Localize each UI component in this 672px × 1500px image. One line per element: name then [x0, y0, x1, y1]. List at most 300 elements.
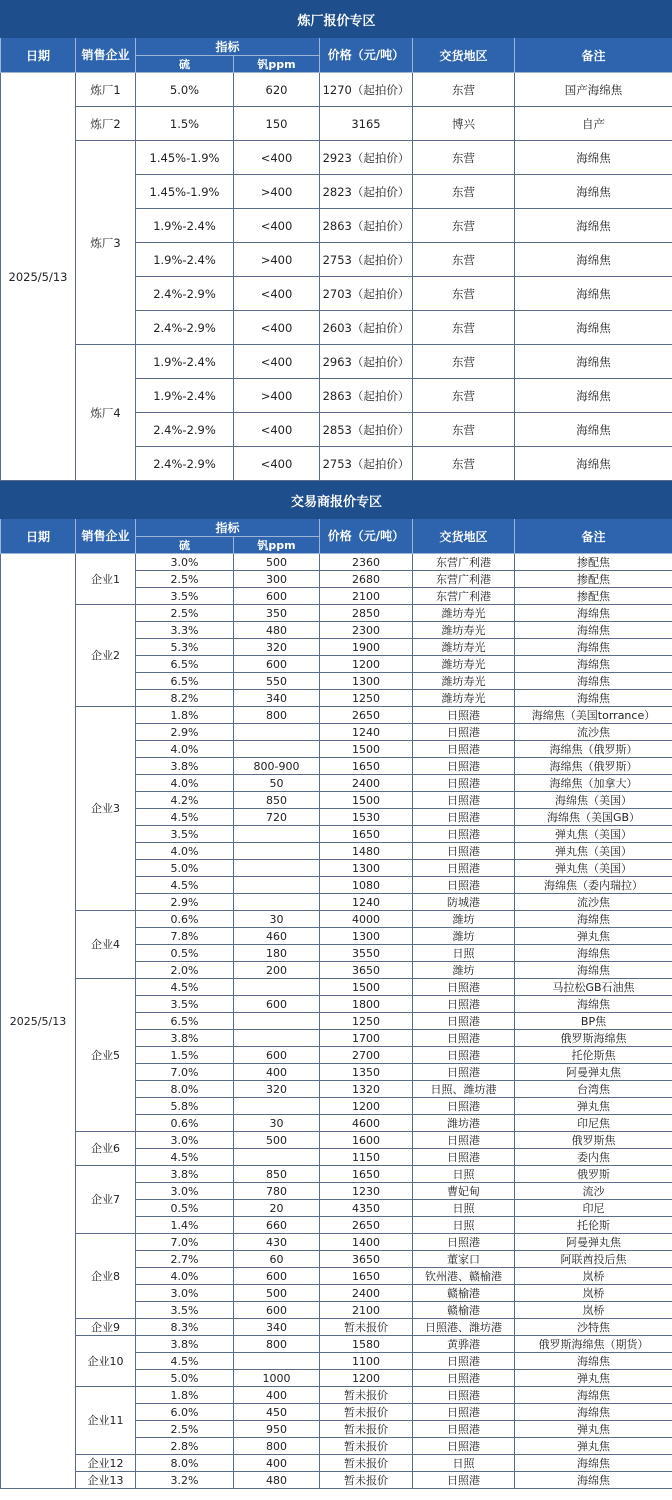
sulfur-cell: 6.5%: [136, 656, 234, 673]
sulfur-cell: 5.3%: [136, 639, 234, 656]
company-cell: 企业5: [76, 979, 136, 1132]
sulfur-cell: 8.0%: [136, 1455, 234, 1472]
header-sulfur: 硫: [136, 537, 234, 554]
table-row: [1, 1336, 672, 1353]
vanadium-cell: 400: [234, 1455, 320, 1472]
sulfur-cell: 2.5%: [136, 1421, 234, 1438]
vanadium-cell: <400: [234, 345, 320, 379]
region-cell: 日照: [413, 1166, 515, 1183]
table-row: [1, 1166, 672, 1183]
vanadium-cell: 430: [234, 1234, 320, 1251]
company-cell: 炼厂4: [76, 345, 136, 481]
vanadium-cell: [234, 724, 320, 741]
date-cell: 2025/5/13: [1, 554, 76, 1489]
price-cell: 2923（起拍价）: [320, 141, 413, 175]
price-cell: 2863（起拍价）: [320, 379, 413, 413]
vanadium-cell: 30: [234, 911, 320, 928]
sulfur-cell: 0.5%: [136, 945, 234, 962]
vanadium-cell: 600: [234, 1047, 320, 1064]
vanadium-cell: >400: [234, 175, 320, 209]
sulfur-cell: 7.8%: [136, 928, 234, 945]
company-cell: 炼厂2: [76, 107, 136, 141]
price-cell: 1500: [320, 979, 413, 996]
region-cell: 赣榆港: [413, 1285, 515, 1302]
sulfur-cell: 3.5%: [136, 826, 234, 843]
vanadium-cell: 850: [234, 1166, 320, 1183]
sulfur-cell: 2.4%-2.9%: [136, 277, 234, 311]
price-cell: 1320: [320, 1081, 413, 1098]
region-cell: 日照: [413, 1455, 515, 1472]
price-cell: 4350: [320, 1200, 413, 1217]
remark-cell: 岚桥: [515, 1285, 672, 1302]
sulfur-cell: 7.0%: [136, 1234, 234, 1251]
price-cell: 3165: [320, 107, 413, 141]
remark-cell: 海绵焦: [515, 690, 672, 707]
sulfur-cell: 1.8%: [136, 1387, 234, 1404]
sulfur-cell: 1.5%: [136, 107, 234, 141]
region-cell: 日照港、潍坊港: [413, 1319, 515, 1336]
sulfur-cell: 3.8%: [136, 1336, 234, 1353]
region-cell: 东营: [413, 141, 515, 175]
remark-cell: 海绵焦: [515, 209, 672, 243]
sulfur-cell: 2.5%: [136, 605, 234, 622]
sulfur-cell: 5.0%: [136, 1370, 234, 1387]
price-cell: 2703（起拍价）: [320, 277, 413, 311]
date-cell: 2025/5/13: [1, 73, 76, 481]
region-cell: 防城港: [413, 894, 515, 911]
vanadium-cell: 480: [234, 622, 320, 639]
vanadium-cell: 500: [234, 1132, 320, 1149]
vanadium-cell: [234, 894, 320, 911]
price-cell: 暂未报价: [320, 1404, 413, 1421]
price-cell: 1650: [320, 1268, 413, 1285]
region-cell: 日照: [413, 1200, 515, 1217]
vanadium-cell: 400: [234, 1064, 320, 1081]
region-cell: 东营: [413, 277, 515, 311]
vanadium-cell: 780: [234, 1183, 320, 1200]
table-row: [1, 979, 672, 996]
sulfur-cell: 3.0%: [136, 1132, 234, 1149]
vanadium-cell: 800: [234, 707, 320, 724]
price-cell: 1700: [320, 1030, 413, 1047]
price-cell: 1270（起拍价）: [320, 73, 413, 107]
header-company: 销售企业: [76, 519, 136, 554]
region-cell: 赣榆港: [413, 1302, 515, 1319]
price-cell: 2650: [320, 707, 413, 724]
price-cell: 2400: [320, 1285, 413, 1302]
price-cell: 1480: [320, 843, 413, 860]
price-cell: 2863（起拍价）: [320, 209, 413, 243]
sulfur-cell: 3.2%: [136, 1472, 234, 1489]
sulfur-cell: 1.4%: [136, 1217, 234, 1234]
vanadium-cell: 480: [234, 1472, 320, 1489]
remark-cell: 海绵焦: [515, 962, 672, 979]
remark-cell: 海绵焦: [515, 945, 672, 962]
remark-cell: 阿曼弹丸焦: [515, 1234, 672, 1251]
price-cell: 2680: [320, 571, 413, 588]
sulfur-cell: 5.0%: [136, 860, 234, 877]
vanadium-cell: [234, 1149, 320, 1166]
price-cell: 3650: [320, 1251, 413, 1268]
vanadium-cell: <400: [234, 141, 320, 175]
sulfur-cell: 1.45%-1.9%: [136, 175, 234, 209]
company-cell: 企业10: [76, 1336, 136, 1387]
price-cell: 1650: [320, 758, 413, 775]
remark-cell: 海绵焦: [515, 141, 672, 175]
vanadium-cell: 320: [234, 639, 320, 656]
price-cell: 1200: [320, 1098, 413, 1115]
price-cell: 1650: [320, 1166, 413, 1183]
region-cell: 东营广利港: [413, 554, 515, 571]
vanadium-cell: 150: [234, 107, 320, 141]
vanadium-cell: 460: [234, 928, 320, 945]
table-row: [1, 707, 672, 724]
remark-cell: 海绵焦（美国）: [515, 792, 672, 809]
region-cell: 日照港: [413, 1438, 515, 1455]
region-cell: 潍坊寿光: [413, 605, 515, 622]
vanadium-cell: 850: [234, 792, 320, 809]
region-cell: 东营广利港: [413, 588, 515, 605]
vanadium-cell: 350: [234, 605, 320, 622]
vanadium-cell: 180: [234, 945, 320, 962]
price-cell: 2300: [320, 622, 413, 639]
region-cell: 日照港: [413, 843, 515, 860]
sulfur-cell: 0.6%: [136, 1115, 234, 1132]
remark-cell: 弹丸焦: [515, 1438, 672, 1455]
price-cell: 2850: [320, 605, 413, 622]
price-cell: 暂未报价: [320, 1387, 413, 1404]
price-cell: 1600: [320, 1132, 413, 1149]
sulfur-cell: 4.5%: [136, 1149, 234, 1166]
price-cell: 2753（起拍价）: [320, 243, 413, 277]
region-cell: 日照港: [413, 724, 515, 741]
company-cell: 炼厂3: [76, 141, 136, 345]
price-cell: 1200: [320, 1370, 413, 1387]
header-indicator: 指标: [136, 519, 320, 537]
company-cell: 企业2: [76, 605, 136, 707]
vanadium-cell: 620: [234, 73, 320, 107]
table-row: [1, 1455, 672, 1472]
price-cell: 2853（起拍价）: [320, 413, 413, 447]
region-cell: 日照港: [413, 1387, 515, 1404]
remark-cell: 海绵焦: [515, 277, 672, 311]
price-cell: 1800: [320, 996, 413, 1013]
remark-cell: 海绵焦: [515, 1404, 672, 1421]
region-cell: 日照港: [413, 1098, 515, 1115]
sulfur-cell: 1.9%-2.4%: [136, 379, 234, 413]
region-cell: 潍坊: [413, 962, 515, 979]
sulfur-cell: 3.0%: [136, 1285, 234, 1302]
region-cell: 日照港: [413, 1030, 515, 1047]
header-price: 价格（元/吨）: [320, 38, 413, 73]
region-cell: 东营: [413, 413, 515, 447]
region-cell: 日照港: [413, 775, 515, 792]
vanadium-cell: 20: [234, 1200, 320, 1217]
vanadium-cell: 600: [234, 996, 320, 1013]
remark-cell: 掺配焦: [515, 571, 672, 588]
company-cell: 企业11: [76, 1387, 136, 1455]
region-cell: 日照港: [413, 1234, 515, 1251]
remark-cell: 弹丸焦: [515, 1370, 672, 1387]
price-cell: 2400: [320, 775, 413, 792]
trader-table: [0, 481, 672, 1489]
price-cell: 暂未报价: [320, 1438, 413, 1455]
region-cell: 日照港: [413, 792, 515, 809]
vanadium-cell: 800: [234, 1336, 320, 1353]
header-vanadium: 钒ppm: [234, 56, 320, 73]
region-cell: 日照港: [413, 1421, 515, 1438]
region-cell: 日照港: [413, 741, 515, 758]
remark-cell: 阿联酋投后焦: [515, 1251, 672, 1268]
remark-cell: 海绵焦: [515, 413, 672, 447]
table-row: [1, 1234, 672, 1251]
price-cell: 1240: [320, 724, 413, 741]
sulfur-cell: 2.8%: [136, 1438, 234, 1455]
remark-cell: 海绵焦: [515, 1387, 672, 1404]
company-cell: 企业7: [76, 1166, 136, 1234]
remark-cell: 弹丸焦: [515, 1098, 672, 1115]
remark-cell: 海绵焦: [515, 1353, 672, 1370]
sulfur-cell: 6.5%: [136, 673, 234, 690]
region-cell: 潍坊寿光: [413, 639, 515, 656]
remark-cell: 海绵焦（委内瑞拉）: [515, 877, 672, 894]
region-cell: 日照港: [413, 860, 515, 877]
remark-cell: 海绵焦: [515, 175, 672, 209]
remark-cell: 海绵焦: [515, 243, 672, 277]
region-cell: 日照港: [413, 809, 515, 826]
remark-cell: 海绵焦（加拿大）: [515, 775, 672, 792]
region-cell: 日照: [413, 945, 515, 962]
remark-cell: 阿曼弹丸焦: [515, 1064, 672, 1081]
sulfur-cell: 2.7%: [136, 1251, 234, 1268]
sulfur-cell: 3.8%: [136, 1030, 234, 1047]
company-cell: 炼厂1: [76, 73, 136, 107]
region-cell: 日照港: [413, 758, 515, 775]
remark-cell: 海绵焦: [515, 345, 672, 379]
price-cell: 4000: [320, 911, 413, 928]
region-cell: 日照港: [413, 979, 515, 996]
vanadium-cell: [234, 1098, 320, 1115]
vanadium-cell: 600: [234, 656, 320, 673]
sulfur-cell: 3.0%: [136, 554, 234, 571]
price-cell: 1580: [320, 1336, 413, 1353]
remark-cell: 掺配焦: [515, 588, 672, 605]
price-cell: 2753（起拍价）: [320, 447, 413, 481]
vanadium-cell: 200: [234, 962, 320, 979]
region-cell: 东营: [413, 243, 515, 277]
vanadium-cell: 600: [234, 588, 320, 605]
remark-cell: 海绵焦（俄罗斯）: [515, 758, 672, 775]
vanadium-cell: 600: [234, 1268, 320, 1285]
price-cell: 2650: [320, 1217, 413, 1234]
header-remark: 备注: [515, 519, 672, 554]
remark-cell: 俄罗斯焦: [515, 1132, 672, 1149]
price-cell: 1500: [320, 741, 413, 758]
remark-cell: 海绵焦: [515, 996, 672, 1013]
region-cell: 潍坊: [413, 911, 515, 928]
header-sulfur: 硫: [136, 56, 234, 73]
price-cell: 暂未报价: [320, 1455, 413, 1472]
region-cell: 日照港: [413, 1132, 515, 1149]
price-cell: 2823（起拍价）: [320, 175, 413, 209]
sulfur-cell: 4.2%: [136, 792, 234, 809]
header-company: 销售企业: [76, 38, 136, 73]
sulfur-cell: 7.0%: [136, 1064, 234, 1081]
price-cell: 2100: [320, 588, 413, 605]
company-cell: 企业4: [76, 911, 136, 979]
sulfur-cell: 1.9%-2.4%: [136, 345, 234, 379]
sulfur-cell: 3.3%: [136, 622, 234, 639]
price-cell: 1250: [320, 690, 413, 707]
region-cell: 日照港: [413, 1404, 515, 1421]
price-cell: 3550: [320, 945, 413, 962]
vanadium-cell: 340: [234, 1319, 320, 1336]
vanadium-cell: 950: [234, 1421, 320, 1438]
remark-cell: 岚桥: [515, 1268, 672, 1285]
header-price: 价格（元/吨）: [320, 519, 413, 554]
vanadium-cell: 500: [234, 1285, 320, 1302]
sulfur-cell: 4.0%: [136, 775, 234, 792]
region-cell: 东营: [413, 175, 515, 209]
region-cell: 潍坊港: [413, 1115, 515, 1132]
remark-cell: 海绵焦: [515, 1472, 672, 1489]
price-cell: 2360: [320, 554, 413, 571]
sulfur-cell: 3.5%: [136, 588, 234, 605]
sulfur-cell: 1.8%: [136, 707, 234, 724]
refinery-table: [0, 0, 672, 481]
vanadium-cell: [234, 1030, 320, 1047]
region-cell: 日照港: [413, 1353, 515, 1370]
vanadium-cell: 30: [234, 1115, 320, 1132]
price-cell: 1650: [320, 826, 413, 843]
remark-cell: 海绵焦: [515, 639, 672, 656]
vanadium-cell: [234, 1353, 320, 1370]
price-cell: 2603（起拍价）: [320, 311, 413, 345]
price-cell: 1500: [320, 792, 413, 809]
header-date: 日期: [1, 38, 76, 73]
sulfur-cell: 0.6%: [136, 911, 234, 928]
price-cell: 3650: [320, 962, 413, 979]
remark-cell: 海绵焦: [515, 379, 672, 413]
sulfur-cell: 6.5%: [136, 1013, 234, 1030]
vanadium-cell: <400: [234, 447, 320, 481]
region-cell: 日照: [413, 1217, 515, 1234]
region-cell: 黄骅港: [413, 1336, 515, 1353]
sulfur-cell: 5.0%: [136, 73, 234, 107]
remark-cell: 海绵焦: [515, 911, 672, 928]
sulfur-cell: 4.0%: [136, 843, 234, 860]
vanadium-cell: [234, 1013, 320, 1030]
price-cell: 1250: [320, 1013, 413, 1030]
table-row: [1, 1472, 672, 1489]
remark-cell: BP焦: [515, 1013, 672, 1030]
price-cell: 暂未报价: [320, 1319, 413, 1336]
header-indicator: 指标: [136, 38, 320, 56]
remark-cell: 流沙: [515, 1183, 672, 1200]
refinery-section-title: 炼厂报价专区: [1, 1, 672, 38]
vanadium-cell: >400: [234, 243, 320, 277]
remark-cell: 托伦斯焦: [515, 1047, 672, 1064]
region-cell: 日照港: [413, 1472, 515, 1489]
sulfur-cell: 4.5%: [136, 979, 234, 996]
region-cell: 日照港: [413, 707, 515, 724]
price-cell: 1100: [320, 1353, 413, 1370]
sulfur-cell: 1.9%-2.4%: [136, 209, 234, 243]
sulfur-cell: 4.0%: [136, 1268, 234, 1285]
price-cell: 2963（起拍价）: [320, 345, 413, 379]
vanadium-cell: [234, 860, 320, 877]
vanadium-cell: 500: [234, 554, 320, 571]
price-cell: 1230: [320, 1183, 413, 1200]
table-row: [1, 1319, 672, 1336]
vanadium-cell: [234, 826, 320, 843]
vanadium-cell: <400: [234, 277, 320, 311]
table-row: [1, 141, 672, 175]
vanadium-cell: 50: [234, 775, 320, 792]
vanadium-cell: >400: [234, 379, 320, 413]
price-cell: 2700: [320, 1047, 413, 1064]
remark-cell: 委内焦: [515, 1149, 672, 1166]
vanadium-cell: <400: [234, 311, 320, 345]
remark-cell: 马拉松GB石油焦: [515, 979, 672, 996]
remark-cell: 弹丸焦（美国）: [515, 826, 672, 843]
sulfur-cell: 1.45%-1.9%: [136, 141, 234, 175]
remark-cell: 岚桥: [515, 1302, 672, 1319]
vanadium-cell: [234, 843, 320, 860]
sulfur-cell: 3.5%: [136, 1302, 234, 1319]
price-cell: 暂未报价: [320, 1472, 413, 1489]
sulfur-cell: 2.4%-2.9%: [136, 413, 234, 447]
company-cell: 企业3: [76, 707, 136, 911]
remark-cell: 印尼焦: [515, 1115, 672, 1132]
price-cell: 1150: [320, 1149, 413, 1166]
table-row: [1, 345, 672, 379]
remark-cell: 自产: [515, 107, 672, 141]
table-row: [1, 1132, 672, 1149]
region-cell: 东营: [413, 73, 515, 107]
sulfur-cell: 3.0%: [136, 1183, 234, 1200]
vanadium-cell: 300: [234, 571, 320, 588]
remark-cell: 海绵焦: [515, 311, 672, 345]
sulfur-cell: 4.5%: [136, 809, 234, 826]
table-row: [1, 605, 672, 622]
remark-cell: 俄罗斯海绵焦: [515, 1030, 672, 1047]
sulfur-cell: 4.0%: [136, 741, 234, 758]
remark-cell: 流沙焦: [515, 724, 672, 741]
trader-section-title: 交易商报价专区: [1, 482, 672, 519]
remark-cell: 海绵焦: [515, 447, 672, 481]
region-cell: 日照港: [413, 826, 515, 843]
sulfur-cell: 8.2%: [136, 690, 234, 707]
price-cell: 4600: [320, 1115, 413, 1132]
region-cell: 东营: [413, 311, 515, 345]
vanadium-cell: 1000: [234, 1370, 320, 1387]
sulfur-cell: 3.5%: [136, 996, 234, 1013]
price-cell: 1350: [320, 1064, 413, 1081]
sulfur-cell: 3.8%: [136, 1166, 234, 1183]
sulfur-cell: 1.9%-2.4%: [136, 243, 234, 277]
sulfur-cell: 5.8%: [136, 1098, 234, 1115]
region-cell: 董家口: [413, 1251, 515, 1268]
region-cell: 日照港: [413, 1013, 515, 1030]
header-region: 交货地区: [413, 519, 515, 554]
sulfur-cell: 2.0%: [136, 962, 234, 979]
region-cell: 潍坊寿光: [413, 656, 515, 673]
vanadium-cell: 800: [234, 1438, 320, 1455]
remark-cell: 弹丸焦: [515, 928, 672, 945]
price-cell: 1400: [320, 1234, 413, 1251]
region-cell: 曹妃甸: [413, 1183, 515, 1200]
